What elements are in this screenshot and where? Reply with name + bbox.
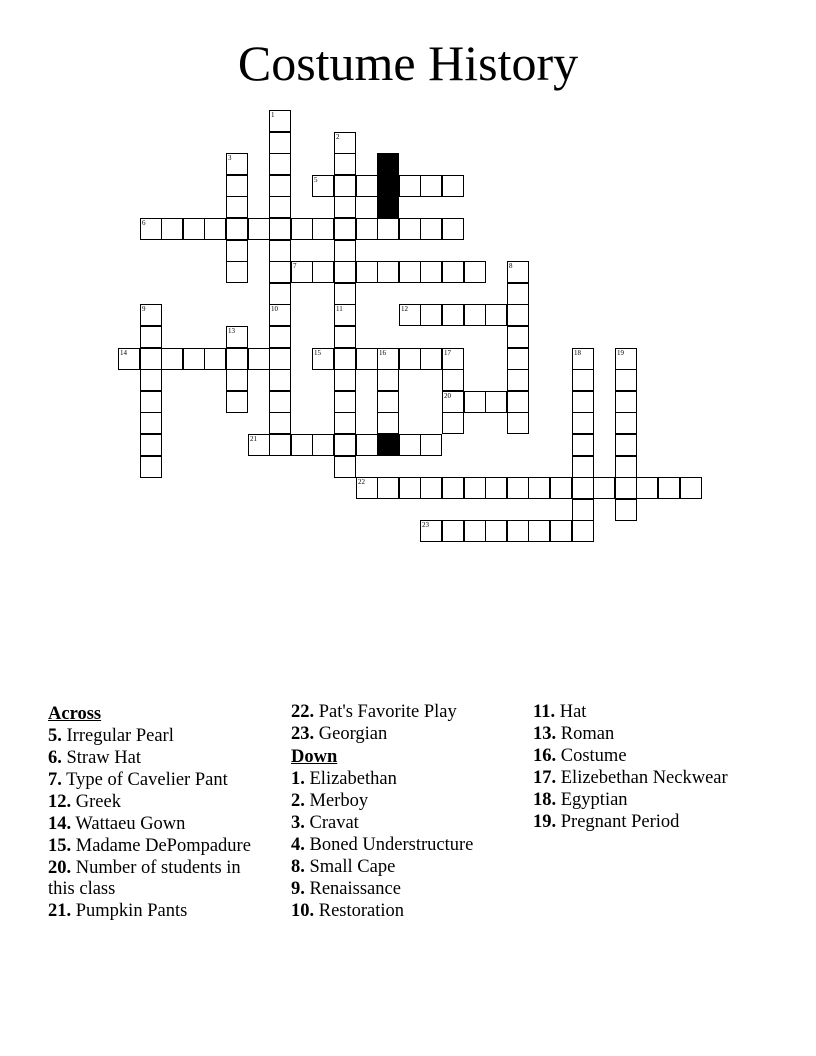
- grid-cell[interactable]: [442, 477, 464, 499]
- grid-cell[interactable]: [248, 434, 270, 456]
- clue-number-label: 16: [379, 349, 386, 357]
- clue-number-label: 18: [574, 349, 581, 357]
- grid-cell[interactable]: [593, 477, 615, 499]
- grid-cell[interactable]: [507, 520, 529, 542]
- grid-cell[interactable]: [183, 348, 205, 370]
- clue-across-21: 21. Pumpkin Pants: [48, 901, 188, 921]
- grid-cell[interactable]: [442, 520, 464, 542]
- grid-cell[interactable]: [248, 218, 270, 240]
- grid-cell[interactable]: [420, 348, 442, 370]
- clue-across-22: 22. Pat's Favorite Play: [291, 702, 457, 722]
- clue-down-10: 10. Restoration: [291, 901, 405, 921]
- grid-cell[interactable]: [269, 153, 291, 175]
- grid-cell[interactable]: [658, 477, 680, 499]
- clue-number-label: 13: [228, 327, 235, 335]
- grid-cell[interactable]: [377, 412, 399, 434]
- grid-cell[interactable]: [507, 326, 529, 348]
- grid-cell[interactable]: [572, 520, 594, 542]
- grid-cell[interactable]: [507, 391, 529, 413]
- grid-cell[interactable]: [442, 304, 464, 326]
- grid-cell[interactable]: [399, 348, 421, 370]
- grid-cell[interactable]: [420, 434, 442, 456]
- grid-cell[interactable]: [377, 391, 399, 413]
- grid-cell[interactable]: [140, 391, 162, 413]
- grid-cell[interactable]: [334, 261, 356, 283]
- grid-cell[interactable]: [291, 261, 313, 283]
- grid-cell[interactable]: [334, 175, 356, 197]
- grid-cell[interactable]: [269, 348, 291, 370]
- grid-cell[interactable]: [507, 412, 529, 434]
- grid-cell[interactable]: [269, 412, 291, 434]
- grid-cell[interactable]: [485, 304, 507, 326]
- grid-cell[interactable]: [399, 477, 421, 499]
- clue-down-18: 18. Egyptian: [533, 790, 628, 810]
- grid-cell[interactable]: [269, 261, 291, 283]
- grid-cell[interactable]: [528, 477, 550, 499]
- clue-down-8: 8. Small Cape: [291, 857, 396, 877]
- grid-cell[interactable]: [226, 391, 248, 413]
- grid-cell[interactable]: [334, 240, 356, 262]
- grid-cell[interactable]: [334, 369, 356, 391]
- grid-cell[interactable]: [356, 218, 378, 240]
- grid-cell[interactable]: [291, 218, 313, 240]
- grid-cell[interactable]: [377, 477, 399, 499]
- clue-number-label: 5: [314, 176, 318, 184]
- grid-cell[interactable]: [140, 456, 162, 478]
- clue-down-3: 3. Cravat: [291, 813, 359, 833]
- grid-cell[interactable]: [442, 261, 464, 283]
- grid-cell[interactable]: [269, 240, 291, 262]
- clue-number-label: 23: [422, 521, 429, 529]
- grid-cell[interactable]: [269, 391, 291, 413]
- grid-cell[interactable]: [140, 326, 162, 348]
- clue-number-label: 20: [444, 392, 451, 400]
- grid-cell[interactable]: [269, 132, 291, 154]
- grid-cell[interactable]: [572, 434, 594, 456]
- grid-cell[interactable]: [615, 499, 637, 521]
- grid-cell[interactable]: [161, 218, 183, 240]
- grid-cell[interactable]: [442, 412, 464, 434]
- grid-cell[interactable]: [420, 477, 442, 499]
- grid-cell[interactable]: [140, 369, 162, 391]
- clue-down-1: 1. Elizabethan: [291, 769, 397, 789]
- grid-cell[interactable]: [226, 369, 248, 391]
- grid-block-cell: [377, 175, 399, 197]
- clue-across-12: 12. Greek: [48, 792, 121, 812]
- grid-cell[interactable]: [507, 283, 529, 305]
- grid-cell[interactable]: [615, 369, 637, 391]
- grid-cell[interactable]: [420, 304, 442, 326]
- grid-cell[interactable]: [507, 348, 529, 370]
- clue-number-label: 17: [444, 349, 451, 357]
- grid-cell[interactable]: [572, 391, 594, 413]
- grid-cell[interactable]: [312, 434, 334, 456]
- grid-cell[interactable]: [140, 304, 162, 326]
- grid-cell[interactable]: [226, 326, 248, 348]
- down-header: Down: [291, 747, 338, 767]
- grid-cell[interactable]: [442, 175, 464, 197]
- clue-across-5: 5. Irregular Pearl: [48, 726, 174, 746]
- grid-cell[interactable]: [615, 348, 637, 370]
- grid-cell[interactable]: [550, 520, 572, 542]
- grid-cell[interactable]: [485, 520, 507, 542]
- clue-number-label: 10: [271, 305, 278, 313]
- clue-across-23: 23. Georgian: [291, 724, 388, 744]
- grid-cell[interactable]: [226, 196, 248, 218]
- grid-cell[interactable]: [334, 326, 356, 348]
- clue-down-19: 19. Pregnant Period: [533, 812, 680, 832]
- clue-number-label: 7: [293, 262, 297, 270]
- grid-cell[interactable]: [269, 196, 291, 218]
- grid-cell[interactable]: [356, 175, 378, 197]
- grid-cell[interactable]: [269, 369, 291, 391]
- clue-number-label: 4: [379, 154, 383, 162]
- clue-number-label: 2: [336, 133, 340, 141]
- grid-cell[interactable]: [312, 175, 334, 197]
- grid-cell[interactable]: [269, 175, 291, 197]
- grid-cell[interactable]: [507, 261, 529, 283]
- grid-cell[interactable]: [485, 477, 507, 499]
- grid-cell[interactable]: [572, 477, 594, 499]
- grid-cell[interactable]: [334, 196, 356, 218]
- grid-cell[interactable]: [572, 456, 594, 478]
- grid-cell[interactable]: [615, 391, 637, 413]
- grid-cell[interactable]: [334, 304, 356, 326]
- grid-block-cell: [377, 153, 399, 175]
- clue-number-label: 14: [120, 349, 127, 357]
- grid-cell[interactable]: [356, 261, 378, 283]
- clue-down-9: 9. Renaissance: [291, 879, 401, 899]
- grid-cell[interactable]: [399, 434, 421, 456]
- grid-cell[interactable]: [399, 304, 421, 326]
- grid-cell[interactable]: [377, 261, 399, 283]
- grid-cell[interactable]: [334, 153, 356, 175]
- clue-number-label: 11: [336, 305, 343, 313]
- clue-down-17: 17. Elizebethan Neckwear: [533, 768, 728, 788]
- grid-cell[interactable]: [226, 153, 248, 175]
- grid-block-cell: [377, 196, 399, 218]
- grid-cell[interactable]: [334, 348, 356, 370]
- clue-number-label: 15: [314, 349, 321, 357]
- grid-cell[interactable]: [485, 391, 507, 413]
- grid-cell[interactable]: [442, 391, 464, 413]
- clue-number-label: 21: [250, 435, 257, 443]
- grid-cell[interactable]: [334, 434, 356, 456]
- grid-cell[interactable]: [312, 218, 334, 240]
- grid-cell[interactable]: [269, 110, 291, 132]
- grid-cell[interactable]: [334, 456, 356, 478]
- grid-cell[interactable]: [420, 261, 442, 283]
- grid-cell[interactable]: [615, 412, 637, 434]
- grid-cell[interactable]: [226, 218, 248, 240]
- grid-cell[interactable]: [464, 304, 486, 326]
- clue-down-13: 13. Roman: [533, 724, 615, 744]
- grid-cell[interactable]: [615, 477, 637, 499]
- grid-cell[interactable]: [399, 175, 421, 197]
- clue-down-2: 2. Merboy: [291, 791, 369, 811]
- clue-across-15: 15. Madame DePompadure: [48, 836, 251, 856]
- grid-cell[interactable]: [399, 218, 421, 240]
- clue-down-4: 4. Boned Understructure: [291, 835, 474, 855]
- grid-cell[interactable]: [507, 369, 529, 391]
- grid-cell[interactable]: [464, 477, 486, 499]
- grid-cell[interactable]: [550, 477, 572, 499]
- across-header: Across: [48, 704, 102, 724]
- grid-cell[interactable]: [140, 434, 162, 456]
- grid-cell[interactable]: [399, 261, 421, 283]
- grid-cell[interactable]: [464, 261, 486, 283]
- clue-number-label: 1: [271, 111, 275, 119]
- grid-block-cell: [377, 434, 399, 456]
- clue-down-11: 11. Hat: [533, 702, 587, 722]
- grid-cell[interactable]: [572, 369, 594, 391]
- grid-cell[interactable]: [442, 369, 464, 391]
- grid-cell[interactable]: [204, 348, 226, 370]
- grid-cell[interactable]: [420, 218, 442, 240]
- grid-cell[interactable]: [204, 218, 226, 240]
- grid-cell[interactable]: [615, 434, 637, 456]
- grid-cell[interactable]: [269, 218, 291, 240]
- grid-cell[interactable]: [572, 348, 594, 370]
- grid-cell[interactable]: [615, 456, 637, 478]
- grid-cell[interactable]: [269, 434, 291, 456]
- grid-cell[interactable]: [464, 391, 486, 413]
- grid-cell[interactable]: [183, 218, 205, 240]
- grid-cell[interactable]: [442, 218, 464, 240]
- clue-number-label: 3: [228, 154, 232, 162]
- clues-column-1: [48, 702, 266, 923]
- grid-cell[interactable]: [356, 477, 378, 499]
- grid-cell[interactable]: [680, 477, 702, 499]
- grid-cell[interactable]: [226, 240, 248, 262]
- grid-cell[interactable]: [248, 348, 270, 370]
- grid-cell[interactable]: [420, 520, 442, 542]
- grid-cell[interactable]: [377, 348, 399, 370]
- puzzle-title: Costume History: [237, 35, 579, 91]
- grid-cell[interactable]: [118, 348, 140, 370]
- clue-number-label: 19: [617, 349, 624, 357]
- clue-across-7: 7. Type of Cavelier Pant: [48, 770, 228, 790]
- grid-cell[interactable]: [356, 434, 378, 456]
- grid-cell[interactable]: [334, 391, 356, 413]
- grid-cell[interactable]: [464, 520, 486, 542]
- clue-across-20: 20. Number of students in this class: [48, 858, 241, 899]
- clue-number-label: 6: [142, 219, 146, 227]
- grid-cell[interactable]: [507, 304, 529, 326]
- clues-column-3: [533, 702, 751, 834]
- grid-cell[interactable]: [334, 412, 356, 434]
- grid-cell[interactable]: [334, 218, 356, 240]
- grid-cell[interactable]: [161, 348, 183, 370]
- grid-cell[interactable]: [226, 175, 248, 197]
- grid-cell[interactable]: [312, 348, 334, 370]
- grid-cell[interactable]: [636, 477, 658, 499]
- grid-cell[interactable]: [312, 261, 334, 283]
- grid-cell[interactable]: [291, 434, 313, 456]
- grid-cell[interactable]: [269, 304, 291, 326]
- grid-cell[interactable]: [528, 520, 550, 542]
- grid-cell[interactable]: [226, 261, 248, 283]
- clue-number-label: 9: [142, 305, 146, 313]
- grid-cell[interactable]: [334, 132, 356, 154]
- grid-cell[interactable]: [572, 499, 594, 521]
- grid-cell[interactable]: [377, 369, 399, 391]
- grid-cell[interactable]: [140, 412, 162, 434]
- grid-cell[interactable]: [140, 218, 162, 240]
- clue-across-6: 6. Straw Hat: [48, 748, 141, 768]
- grid-cell[interactable]: [507, 477, 529, 499]
- grid-cell[interactable]: [269, 326, 291, 348]
- grid-cell[interactable]: [269, 283, 291, 305]
- grid-cell[interactable]: [140, 348, 162, 370]
- grid-cell[interactable]: [442, 348, 464, 370]
- clues-column-2: [291, 702, 509, 923]
- grid-cell[interactable]: [356, 348, 378, 370]
- clue-down-16: 16. Costume: [533, 746, 627, 766]
- grid-cell[interactable]: [334, 283, 356, 305]
- clue-number-label: 22: [358, 478, 365, 486]
- grid-cell[interactable]: [572, 412, 594, 434]
- clue-across-14: 14. Wattaeu Gown: [48, 814, 186, 834]
- grid-cell[interactable]: [420, 175, 442, 197]
- clue-number-label: 12: [401, 305, 408, 313]
- grid-cell[interactable]: [377, 218, 399, 240]
- clue-number-label: 8: [509, 262, 513, 270]
- grid-cell[interactable]: [226, 348, 248, 370]
